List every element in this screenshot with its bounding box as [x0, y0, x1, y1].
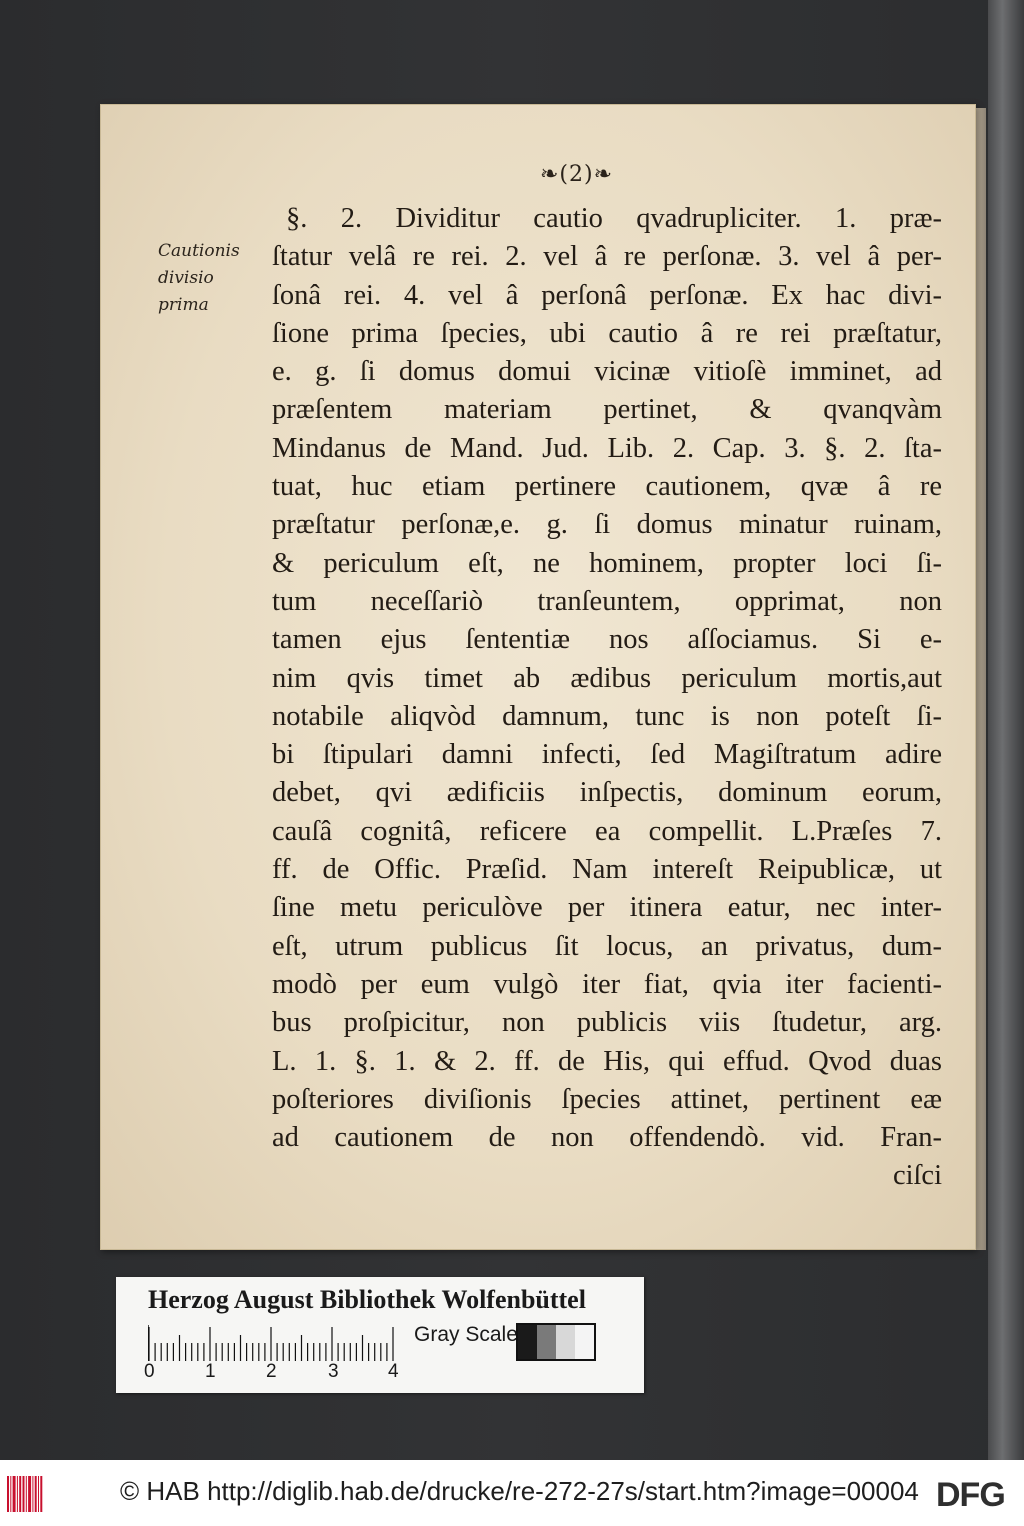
text-line: eſt, utrum publicus ſit locus, an privatus, dum-	[272, 930, 942, 962]
text-line: ſonâ rei. 4. vel â perſonâ perſonæ. Ex hac divi-	[272, 279, 942, 311]
gray-scale-label: Gray Scale	[414, 1323, 518, 1346]
text-line: præſtatur perſonæ,e. g. ſi domus minatur ruinam,	[272, 509, 942, 541]
barcode-bar	[17, 1476, 18, 1512]
text-line: ff. de Offic. Præſid. Nam intereſt Reipublicæ, ut	[272, 854, 942, 886]
barcode-bar	[28, 1476, 31, 1512]
barcode-bar	[26, 1476, 27, 1512]
text-line: bi ſtipulari damni infecti, ſed Magiſtratum adire	[272, 739, 942, 771]
barcode-bar	[40, 1476, 42, 1512]
barcode-bar	[19, 1476, 21, 1512]
text-line: ſtatur velâ re rei. 2. vel â re perſonæ. 3. vel â per-	[272, 241, 942, 273]
text-line: §. 2. Dividitur cautio qvadrupliciter. 1. præ-	[286, 203, 942, 234]
footer-bar	[0, 1460, 1024, 1526]
text-line: tamen ejus ſententiæ nos aſſociamus. Si e-	[272, 624, 942, 656]
ruler-number: 3	[328, 1361, 339, 1382]
dfg-logo: DFG	[936, 1476, 1005, 1514]
text-line: L. 1. §. 1. & 2. ff. de His, qui effud. Qvod duas	[272, 1045, 942, 1077]
ruler-number: 4	[388, 1361, 399, 1382]
text-line: ad cautionem de non offendendò. vid. Fran-	[272, 1122, 942, 1154]
margin-note	[158, 238, 268, 319]
text-line: bus proſpicitur, non publicis viis ſtudetur, arg.	[272, 1007, 942, 1039]
text-line: e. g. ſi domus domui vicinæ vitioſè imminet, ad	[272, 356, 942, 388]
text-line: Mindanus de Mand. Jud. Lib. 2. Cap. 3. §. 2. ſta-	[272, 432, 942, 464]
margin-note-line: divisio	[158, 268, 214, 288]
gray-scale-swatch	[516, 1323, 596, 1361]
ruler-scale	[148, 1325, 398, 1361]
text-line: tum neceſſariò tranſeuntem, opprimat, non	[272, 585, 942, 617]
text-line: tuat, huc etiam pertinere cautionem, qvæ â re	[272, 471, 942, 503]
barcode-bar	[7, 1476, 9, 1512]
copyright-link[interactable]: © HAB http://diglib.hab.de/drucke/re-272-27s/start.htm?image=00004	[120, 1476, 919, 1506]
margin-note-line: Cautionis	[158, 241, 240, 261]
gray-scale-step	[575, 1325, 594, 1359]
text-line: ſione prima ſpecies, ubi cautio â re rei præſtatur,	[272, 317, 942, 349]
text-line: notabile aliqvòd damnum, tunc is non poteſt ſi-	[272, 700, 942, 732]
scan-edge-strip	[988, 0, 1024, 1460]
gray-scale-step	[537, 1325, 556, 1359]
library-name: Herzog August Bibliothek Wolfenbüttel	[148, 1285, 586, 1314]
text-line: & periculum eſt, ne hominem, propter loci ſi-	[272, 547, 942, 579]
ruler-number: 1	[205, 1361, 216, 1382]
page-edge	[976, 108, 986, 1250]
barcode-bar	[38, 1476, 39, 1512]
text-line: poſteriores diviſionis ſpecies attinet, pertinent eæ	[272, 1083, 942, 1115]
barcode-bar	[32, 1476, 33, 1512]
margin-note-line: prima	[158, 295, 209, 315]
barcode-bar	[35, 1476, 37, 1512]
barcode-bar	[23, 1476, 25, 1512]
text-line: modò per eum vulgò iter fiat, qvia iter facienti-	[272, 968, 942, 1000]
folio-number: ❧(2)❧	[540, 162, 614, 187]
text-line: ſine metu periculòve per itinera eatur, nec inter-	[272, 892, 942, 924]
gray-scale-step	[518, 1325, 537, 1359]
gray-scale-step	[556, 1325, 575, 1359]
text-line: ciſci	[892, 1160, 942, 1192]
barcode-bar	[13, 1476, 16, 1512]
barcode-icon	[6, 1474, 46, 1514]
ruler-number: 0	[144, 1361, 155, 1382]
body-text	[272, 200, 942, 1196]
text-line: cauſâ cognitâ, reficere ea compellit. L.Præſes 7.	[272, 815, 942, 847]
library-label-card	[116, 1277, 644, 1393]
barcode-bar	[10, 1476, 11, 1512]
text-line: præſentem materiam pertinet, & qvanqvàm	[272, 394, 942, 426]
text-line: debet, qvi ædificiis inſpectis, dominum eorum,	[272, 777, 942, 809]
text-line: nim qvis timet ab ædibus periculum mortis,aut	[272, 662, 942, 694]
ruler-number: 2	[266, 1361, 277, 1382]
